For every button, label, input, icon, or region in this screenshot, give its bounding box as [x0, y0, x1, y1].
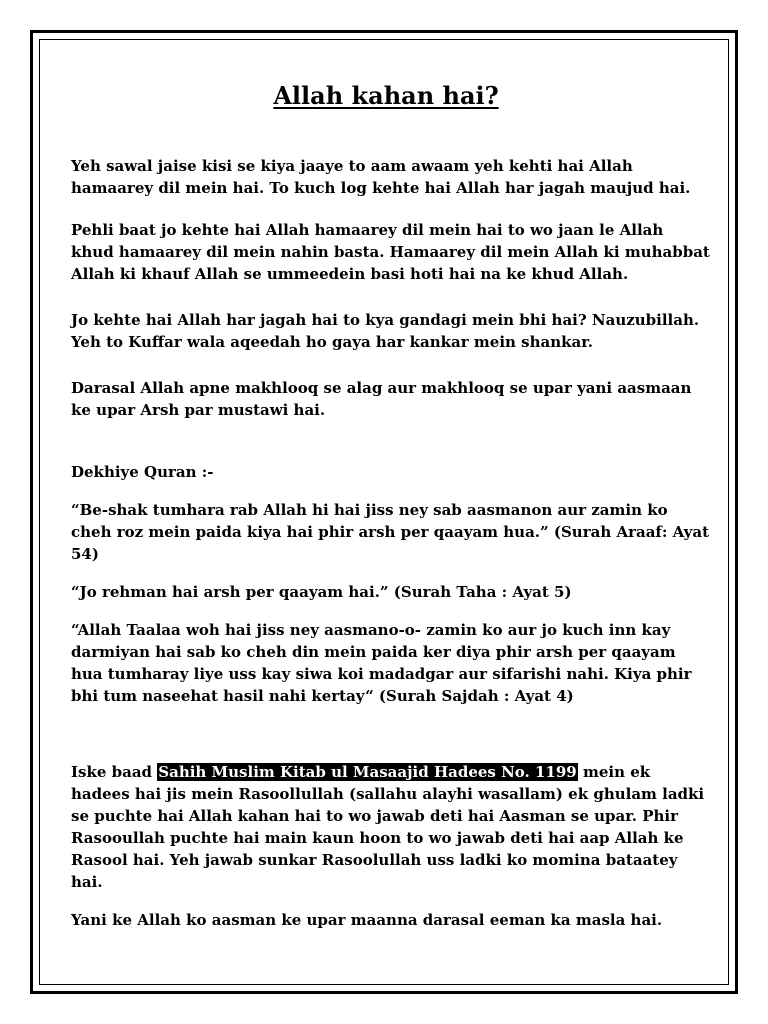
paragraph-dekhiye-quran: Dekhiye Quran :-	[71, 463, 214, 481]
hadees-text-after: mein ek hadees hai jis mein Rasoollullah (sallahu alayhi wasallam) ek ghulam ladki se puchte hai Allah kahan hai to wo jawab deti hai Aasman se upar. Phir Rasooullah puchte hai main kaun hoon to wo jawab deti hai aap Allah ke Rasool hai. Yeh jawab sunkar Rasoolullah uss ladki ko momina bataatey hai.	[71, 763, 705, 891]
quote-surah-sajdah: “Allah Taalaa woh hai jiss ney aasmano-o- zamin ko aur jo kuch inn kay darmiyan hai sab ko cheh din mein paida ker diya phir arsh per qaayam hua tumharay liye uss kay siwa koi madadgar aur sifarishi nahi. Kiya phir bhi tum naseehat hasil nahi kertay“ (Surah Sajdah : Ayat 4)	[71, 621, 692, 705]
paragraph-har-jagah: Jo kehte hai Allah har jagah hai to kya gandagi mein bhi hai? Nauzubillah. Yeh to Kuffar wala aqeedah ho gaya har kankar mein shankar.	[71, 311, 700, 351]
hadees-reference-highlight: Sahih Muslim Kitab ul Masaajid Hadees No. 1199	[158, 763, 577, 781]
document-body	[71, 80, 711, 931]
quote-surah-taha: “Jo rehman hai arsh per qaayam hai.” (Surah Taha : Ayat 5)	[71, 583, 572, 601]
hadees-text-before: Iske baad	[71, 763, 158, 781]
paragraph-conclusion: Yani ke Allah ko aasman ke upar maanna darasal eeman ka masla hai.	[71, 911, 663, 929]
paragraph-dil-mein: Pehli baat jo kehte hai Allah hamaarey dil mein hai to wo jaan le Allah khud hamaarey dil mein nahin basta. Hamaarey dil mein Allah ki muhabbat Allah ki khauf Allah se ummeedein basi hoti hai na ke khud Allah.	[71, 221, 710, 283]
paragraph-hadees	[71, 761, 711, 893]
page-title: Allah kahan hai?	[273, 81, 499, 110]
paragraph-arsh: Darasal Allah apne makhlooq se alag aur makhlooq se upar yani aasmaan ke upar Arsh par mustawi hai.	[71, 379, 692, 419]
paragraph-intro: Yeh sawal jaise kisi se kiya jaaye to aam awaam yeh kehti hai Allah hamaarey dil mein hai. To kuch log kehte hai Allah har jagah maujud hai.	[71, 157, 691, 197]
quote-surah-araaf: “Be-shak tumhara rab Allah hi hai jiss ney sab aasmanon aur zamin ko cheh roz mein paida kiya hai phir arsh per qaayam hua.” (Surah Araaf: Ayat 54)	[71, 501, 710, 563]
